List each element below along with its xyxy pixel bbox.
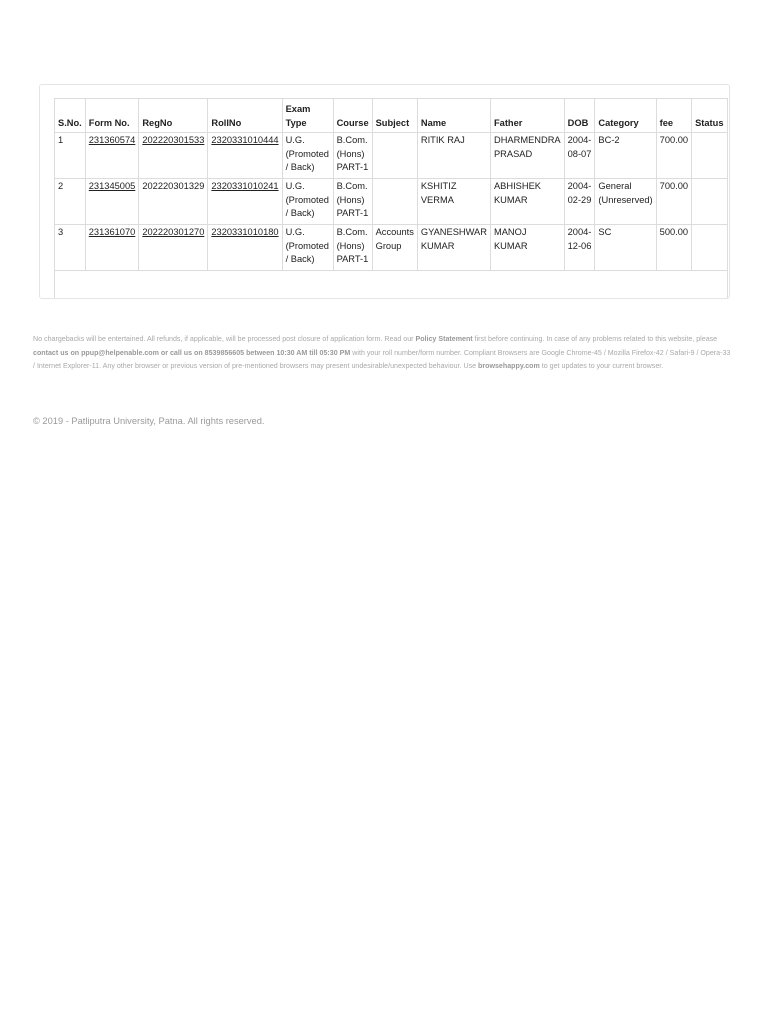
cell-fee: 500.00 <box>656 225 691 271</box>
header-reg-no: RegNo <box>139 99 208 133</box>
cell-father: MANOJ KUMAR <box>490 225 564 271</box>
footer-notice <box>33 333 733 374</box>
cell-status <box>692 225 727 271</box>
cell-reg-no <box>139 133 208 179</box>
roll-no-link[interactable]: 2320331010241 <box>211 181 279 191</box>
form-no-link[interactable]: 231361070 <box>88 227 136 237</box>
cell-subject <box>372 179 417 225</box>
table-footer-spacer <box>55 271 728 300</box>
results-panel <box>39 84 730 299</box>
table-header-row <box>55 99 728 133</box>
form-no-link[interactable]: 231360574 <box>88 135 136 145</box>
cell-exam-type: U.G. (Promoted / Back) <box>282 133 333 179</box>
cell-form-no <box>85 225 139 271</box>
header-status: Status <box>692 99 727 133</box>
cell-exam-type: U.G. (Promoted / Back) <box>282 225 333 271</box>
roll-no-link[interactable]: 2320331010180 <box>211 227 279 237</box>
footer-text-1: No chargebacks will be entertained. All refunds, if applicable, will be processed post closure of application form. Read our <box>33 335 416 343</box>
roll-no-link[interactable]: 2320331010444 <box>211 135 279 145</box>
cell-fee: 700.00 <box>656 179 691 225</box>
header-course: Course <box>333 99 372 133</box>
cell-reg-no: 202220301329 <box>139 179 208 225</box>
table-scroll-container[interactable] <box>54 98 730 299</box>
header-subject: Subject <box>372 99 417 133</box>
application-table <box>54 98 728 299</box>
cell-name: KSHITIZ VERMA <box>417 179 490 225</box>
table-footer-cell <box>55 271 728 300</box>
header-sno: S.No. <box>55 99 86 133</box>
cell-father: ABHISHEK KUMAR <box>490 179 564 225</box>
header-name: Name <box>417 99 490 133</box>
cell-dob: 2004- 12-06 <box>564 225 595 271</box>
cell-roll-no <box>208 225 282 271</box>
cell-dob: 2004- 08-07 <box>564 133 595 179</box>
header-form-no: Form No. <box>85 99 139 133</box>
cell-category: General (Unreserved) <box>595 179 656 225</box>
table-row <box>55 179 728 225</box>
cell-status <box>692 133 727 179</box>
table-row <box>55 133 728 179</box>
cell-status <box>692 179 727 225</box>
cell-course: B.Com. (Hons) PART-1 <box>333 225 372 271</box>
cell-subject <box>372 133 417 179</box>
reg-no-link[interactable]: 202220301270 <box>142 227 205 237</box>
header-dob: DOB <box>564 99 595 133</box>
cell-course: B.Com. (Hons) PART-1 <box>333 179 372 225</box>
header-roll-no: RollNo <box>208 99 282 133</box>
footer-text-4: to get updates to your current browser. <box>539 362 664 370</box>
cell-sno: 3 <box>55 225 86 271</box>
cell-roll-no <box>208 133 282 179</box>
cell-sno: 2 <box>55 179 86 225</box>
cell-exam-type: U.G. (Promoted / Back) <box>282 179 333 225</box>
cell-name: RITIK RAJ <box>417 133 490 179</box>
header-fee: fee <box>656 99 691 133</box>
form-no-link[interactable]: 231345005 <box>88 181 136 191</box>
footer-text-3: with your roll number/form number. Compliant Browsers are Google Chrome-45 / Mozilla Firefox-42 / Safari-9 / Opera-33 / Internet Explorer-11. Any other browser or previous version of pre-mentioned browsers may present undesirable/unexpected behaviour. Use <box>33 348 731 370</box>
cell-form-no <box>85 133 139 179</box>
browsehappy-link[interactable]: browsehappy.com <box>478 362 540 370</box>
cell-roll-no <box>208 179 282 225</box>
header-father: Father <box>490 99 564 133</box>
cell-form-no <box>85 179 139 225</box>
cell-subject: Accounts Group <box>372 225 417 271</box>
cell-dob: 2004- 02-29 <box>564 179 595 225</box>
reg-no-link[interactable]: 202220301533 <box>142 135 205 145</box>
cell-course: B.Com. (Hons) PART-1 <box>333 133 372 179</box>
cell-name: GYANESHWAR KUMAR <box>417 225 490 271</box>
cell-fee: 700.00 <box>656 133 691 179</box>
copyright-text: © 2019 - Patliputra University, Patna. All rights reserved. <box>33 416 265 426</box>
header-exam-type: Exam Type <box>282 99 333 133</box>
cell-father: DHARMENDRA PRASAD <box>490 133 564 179</box>
table-row <box>55 225 728 271</box>
header-category: Category <box>595 99 656 133</box>
cell-sno: 1 <box>55 133 86 179</box>
footer-text-2: first before continuing. In case of any problems related to this website, please <box>472 335 718 343</box>
cell-category: SC <box>595 225 656 271</box>
contact-info: contact us on ppup@helpenable.com or call us on 8539856605 between 10:30 AM till 05:30 PM <box>33 348 351 357</box>
cell-category: BC-2 <box>595 133 656 179</box>
policy-statement-link[interactable]: Policy Statement <box>415 335 473 343</box>
cell-reg-no <box>139 225 208 271</box>
